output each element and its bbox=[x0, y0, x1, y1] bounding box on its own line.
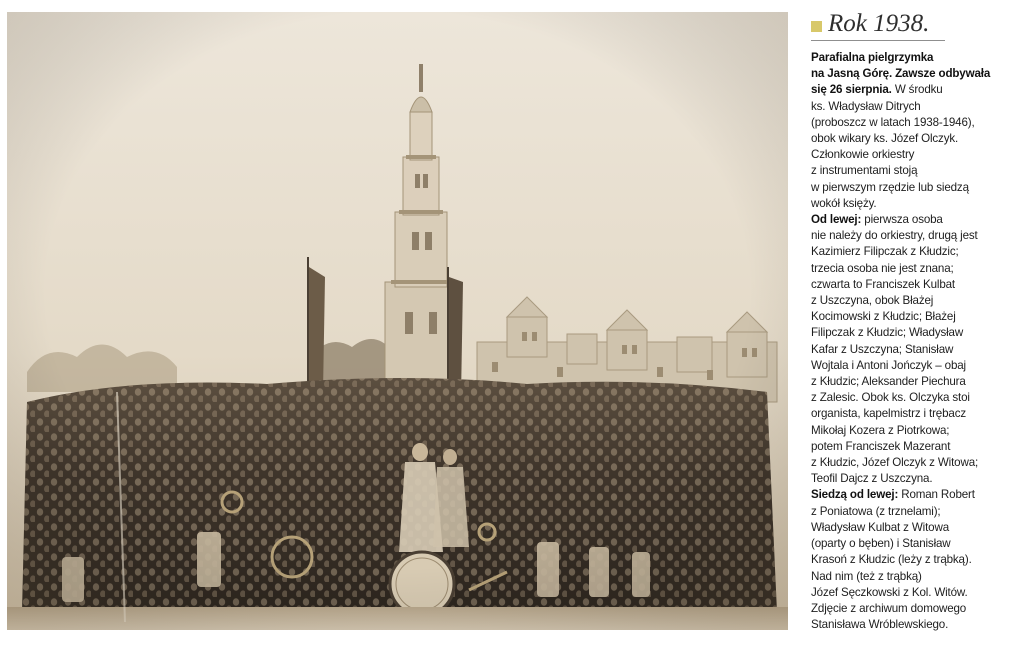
year-title: Rok 1938. bbox=[828, 9, 930, 37]
caption-intro-text: W środku ks. Władysław Ditrych (proboszcz w latach 1938-1946), obok wikary ks. Józef Olczyk. Członkowie orkiestry z instrumentami stoją w pierwszym rzędzie lub siedzą wokół księży. bbox=[811, 83, 975, 210]
caption-left-bold: Od lewej: bbox=[811, 213, 862, 227]
caption-seated-bold: Siedzą od lewej: bbox=[811, 488, 899, 502]
caption-intro-bold: Parafialna pielgrzymka na Jasną Górę. Zawsze odbywała się 26 sierpnia. bbox=[811, 51, 991, 97]
caption-seated-text: Roman Robert z Poniatowa (z trznelami); Władysław Kulbat z Witowa (oparty o bęben) i Stanisław Krasoń z Kłudzic (leży z trąbką). Nad nim (też z trąbką) Józef Sęczkowski z Kol. Witów. Zdjęcie z archiwum domowego Stanisława Wróblewskiego. bbox=[811, 488, 975, 632]
caption-left-text: pierwsza osoba nie należy do orkiestry, drugą jest Kazimierz Filipczak z Kłudzic; trzecia osoba nie jest znana; czwarta to Franciszek Kulbat z Uszczyna, obok Błażej Kocimowski z Kłudzic; Błażej Filipczak z Kłudzic; Władysław Kafar z Uszczyna; Stanisław Wojtala i Antoni Jończyk – obaj z Kłudzic; Aleksander Piechura z Zalesic. Obok ks. Olczyka stoi organista, kapelmistrz i trębacz Mikołaj Kozera z Piotrkowa; potem Franciszek Mazerant z Kłudzic, Józef Olczyk z Witowa; Teofil Dajcz z Uszczyna. bbox=[811, 213, 979, 486]
photo-vignette bbox=[7, 12, 788, 630]
caption-panel bbox=[811, 6, 1003, 656]
year-heading bbox=[811, 6, 945, 41]
square-bullet-icon bbox=[811, 21, 822, 32]
sepia-photo-illustration bbox=[7, 12, 788, 630]
photo-caption bbox=[811, 50, 1003, 633]
archival-group-photo bbox=[7, 12, 788, 630]
